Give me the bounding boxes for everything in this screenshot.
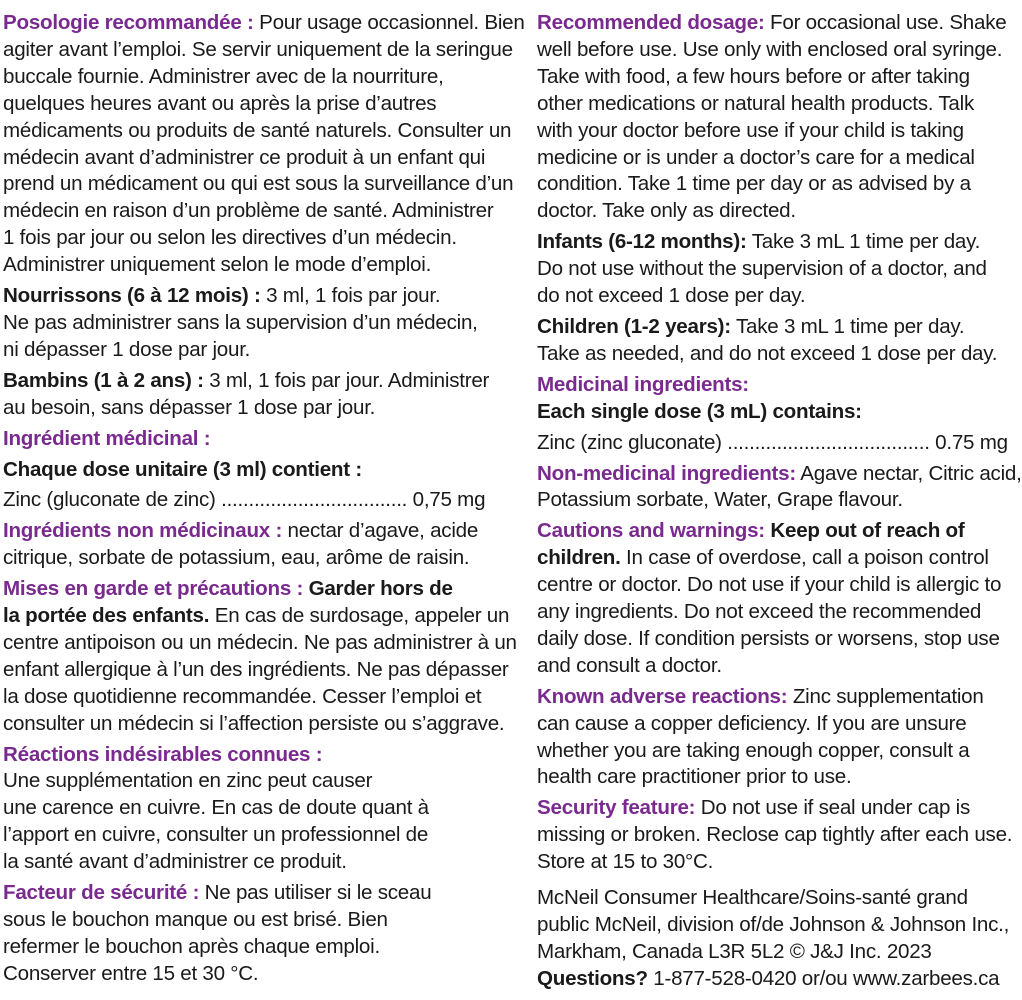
fr-security-section: Facteur de sécurité : Ne pas utiliser si le sceau sous le bouchon manque ou est brisé. Bien refermer le bouchon après chaque emploi. Conserver entre 15 et 30 °C. (3, 881, 432, 985)
fr-dosage-heading: Posologie recommandée : (3, 11, 254, 34)
en-medicinal-section (537, 372, 1008, 457)
questions-line (537, 966, 999, 993)
fr-security-heading: Facteur de sécurité : (3, 881, 200, 905)
fr-infants-section: Nourrissons (6 à 12 mois) : 3 ml, 1 fois par jour. Ne pas administrer sans la supervision d’un médecin, ni dépasser 1 dose par jour. (3, 284, 478, 361)
fr-medicinal-heading: Ingrédient médicinal : (3, 426, 211, 450)
english-column (537, 10, 1022, 993)
en-security-heading: Security feature: (537, 796, 696, 820)
fr-warnings-section: Mises en garde et précautions : Garder hors de la portée des enfants. En cas de surdosage, appeler un centre antipoison ou un médecin. Ne pas administrer à un enfant allergique à l’un des ingrédients. Ne pas dépasser la dose quotidienne recommandée. Cesser l’emploi et consulter un médecin si l’affection persiste ou s’aggrave. (3, 577, 517, 735)
fr-adverse-section: Réactions indésirables connues : Une supplémentation en zinc peut causer une carence en cuivre. En cas de doute quant à l’apport en cuivre, consulter un professionnel de la santé avant d’administrer ce produit. (3, 742, 479, 877)
en-infants-heading: Infants (6-12 months): (537, 230, 747, 254)
en-infants-section: Infants (6-12 months): Take 3 mL 1 time per day. Do not use without the supervision of a doctor, and do not exceed 1 dose per day. (537, 230, 987, 308)
en-ingredient-row: Zinc (zinc gluconate) ..................................... 0.75 mg (537, 430, 1008, 454)
en-children-heading: Children (1-2 years): (537, 314, 731, 338)
en-dosage-section: Recommended dosage: For occasional use. Shake well before use. Use only with enclosed oral syringe. Take with food, a few hours before or after taking other medications or natural health products. Talk with your doctor before use if your child is taking medicine or is under a doctor’s care for a medical condition. Take 1 time per day or as advised by a doctor. Take only as directed. (537, 11, 1007, 223)
fr-infants-heading: Nourrissons (6 à 12 mois) : (3, 284, 261, 308)
fr-medicinal-section (3, 426, 486, 515)
en-nonmedicinal-heading: Non-medicinal ingredients: (537, 461, 796, 485)
en-company-section: McNeil Consumer Healthcare/Soins-santé grand public McNeil, division of/de Johnson & Johnson Inc., Markham, Canada L3R 5L2 © J&J Inc. 2023 Questions? 1-877-528-0420 or/ou www.zarbees.ca (537, 885, 999, 993)
fr-children-section: Bambins (1 à 2 ans) : 3 ml, 1 fois par jour. Administrer au besoin, sans dépasser 1 dose par jour. (3, 368, 490, 419)
fr-warnings-heading: Mises en garde et précautions : (3, 577, 304, 601)
en-medicinal-subheading: Each single dose (3 mL) contains: (537, 399, 862, 423)
en-children-section: Children (1-2 years): Take 3 mL 1 time per day. Take as needed, and do not exceed 1 dose per day. (537, 314, 998, 365)
fr-children-heading: Bambins (1 à 2 ans) : (3, 368, 204, 392)
en-adverse-heading: Known adverse reactions: (537, 684, 788, 708)
fr-dosage-section: Posologie recommandée : Pour usage occasionnel. Bien agiter avant l’emploi. Se servir uniquement de la seringue buccale fournie. Administrer avec de la nourriture, quelques heures avant ou après la prise d’autres médicaments ou produits de santé naturels. Consulter un médecin avant d’administrer ce produit à un enfant qui prend un médicament ou qui est sous la surveillance d’un médecin en raison d’un problème de santé. Administrer 1 fois par jour ou selon les directives d’un médecin. Administrer uniquement selon le mode d’emploi. (3, 11, 525, 277)
en-medicinal-heading: Medicinal ingredients: (537, 372, 749, 396)
fr-medicinal-subheading: Chaque dose unitaire (3 ml) contient : (3, 457, 362, 481)
en-warnings-section: Cautions and warnings: Keep out of reach of children. In case of overdose, call a poison control centre or doctor. Do not use if your child is allergic to any ingredients. Do not exceed the recommended daily dose. If condition persists or worsens, stop use and consult a doctor. (537, 519, 1002, 677)
french-column (3, 10, 525, 988)
en-warnings-heading: Cautions and warnings: (537, 519, 765, 543)
questions-label: Questions? (537, 966, 648, 990)
fr-ingredient-row: Zinc (gluconate de zinc) .................................. 0,75 mg (3, 488, 486, 512)
fr-nonmedicinal-section: Ingrédients non médicinaux : nectar d’agave, acide citrique, sorbate de potassium, eau, arôme de raisin. (3, 519, 479, 570)
en-security-section: Security feature: Do not use if seal under cap is missing or broken. Reclose cap tightly after each use. Store at 15 to 30°C. (537, 796, 1013, 874)
fr-adverse-heading: Réactions indésirables connues : (3, 742, 323, 766)
questions-contact: 1-877-528-0420 or/ou www.zarbees.ca (647, 966, 1000, 990)
en-nonmedicinal-section: Non-medicinal ingredients: Agave nectar, Citric acid, Potassium sorbate, Water, Grape flavour. (537, 461, 1022, 512)
en-dosage-heading: Recommended dosage: (537, 11, 765, 34)
fr-nonmedicinal-heading: Ingrédients non médicinaux : (3, 519, 283, 543)
en-adverse-section: Known adverse reactions: Zinc supplementation can cause a copper deficiency. If you are unsure whether you are taking enough copper, consult a health care practitioner prior to use. (537, 684, 984, 789)
